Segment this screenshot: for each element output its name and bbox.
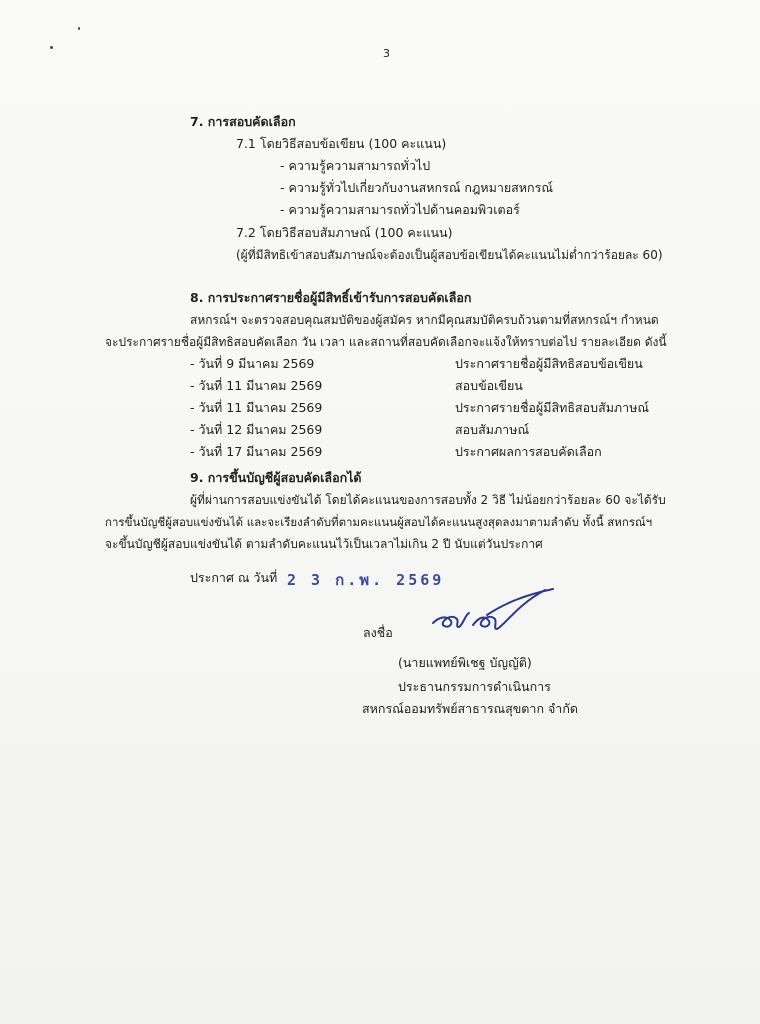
- section9-paragraph-line: จะขึ้นบัญชีผู้สอบแข่งขันได้ ตามลำดับคะแนนไว้เป็นเวลาไม่เกิน 2 ปี นับแต่วันประกาศ: [105, 537, 543, 551]
- signer-name: (นายแพทย์พิเชฐ บัญญัติ): [398, 655, 532, 670]
- section8-heading: 8. การประกาศรายชื่อผู้มีสิทธิ์เข้ารับการสอบคัดเลือก: [190, 290, 472, 305]
- schedule-event: สอบสัมภาษณ์: [455, 422, 530, 437]
- scan-speck: [78, 27, 80, 30]
- schedule-event: ประกาศรายชื่อผู้มีสิทธิสอบข้อเขียน: [455, 356, 643, 371]
- section7-sub1: 7.1 โดยวิธีสอบข้อเขียน (100 คะแนน): [236, 136, 447, 151]
- announce-label: ประกาศ ณ วันที่: [190, 570, 278, 585]
- section8-paragraph-line: สหกรณ์ฯ จะตรวจสอบคุณสมบัติของผู้สมัคร หากมีคุณสมบัติครบถ้วนตามที่สหกรณ์ฯ กำหนด: [190, 313, 659, 327]
- section7-item: - ความรู้ทั่วไปเกี่ยวกับงานสหกรณ์ กฎหมายสหกรณ์: [280, 180, 553, 195]
- handwritten-signature: [425, 585, 560, 645]
- schedule-date: - วันที่ 12 มีนาคม 2569: [190, 422, 323, 437]
- scan-speck: [50, 46, 53, 49]
- organization-name: สหกรณ์ออมทรัพย์สาธารณสุขตาก จำกัด: [362, 701, 579, 716]
- section9-paragraph-line: ผู้ที่ผ่านการสอบแข่งขันได้ โดยได้คะแนนของการสอบทั้ง 2 วิธี ไม่น้อยกว่าร้อยละ 60 จะได้รับ: [190, 493, 666, 507]
- section9-paragraph-line: การขึ้นบัญชีผู้สอบแข่งขันได้ และจะเรียงลำดับที่ตามคะแนนผู้สอบได้คะแนนสูงสุดลงมาตามลำดับ ทั้งนี้ สหกรณ์ฯ: [105, 515, 653, 529]
- schedule-event: ประกาศผลการสอบคัดเลือก: [455, 444, 602, 459]
- section7-heading: 7. การสอบคัดเลือก: [190, 114, 296, 129]
- section7-item: - ความรู้ความสามารถทั่วไปด้านคอมพิวเตอร์: [280, 202, 520, 217]
- schedule-event: สอบข้อเขียน: [455, 378, 523, 393]
- schedule-event: ประกาศรายชื่อผู้มีสิทธิสอบสัมภาษณ์: [455, 400, 650, 415]
- date-stamp: 2 3 ก.พ. 2569: [287, 571, 445, 589]
- section8-paragraph-line: จะประกาศรายชื่อผู้มีสิทธิสอบคัดเลือก วัน เวลา และสถานที่สอบคัดเลือกจะแจ้งให้ทราบต่อไป รายละเอียด ดังนี้: [105, 335, 667, 349]
- section9-heading: 9. การขึ้นบัญชีผู้สอบคัดเลือกได้: [190, 470, 362, 485]
- schedule-date: - วันที่ 11 มีนาคม 2569: [190, 400, 323, 415]
- section7-note: (ผู้ที่มีสิทธิเข้าสอบสัมภาษณ์จะต้องเป็นผู้สอบข้อเขียนได้คะแนนไม่ต่ำกว่าร้อยละ 60): [236, 248, 663, 262]
- section7-sub2: 7.2 โดยวิธีสอบสัมภาษณ์ (100 คะแนน): [236, 225, 453, 240]
- page-number: 3: [383, 47, 390, 60]
- sign-label: ลงชื่อ: [363, 625, 393, 640]
- signer-position: ประธานกรรมการดำเนินการ: [398, 679, 551, 694]
- schedule-date: - วันที่ 17 มีนาคม 2569: [190, 444, 323, 459]
- schedule-date: - วันที่ 11 มีนาคม 2569: [190, 378, 323, 393]
- schedule-date: - วันที่ 9 มีนาคม 2569: [190, 356, 315, 371]
- section7-item: - ความรู้ความสามารถทั่วไป: [280, 158, 431, 173]
